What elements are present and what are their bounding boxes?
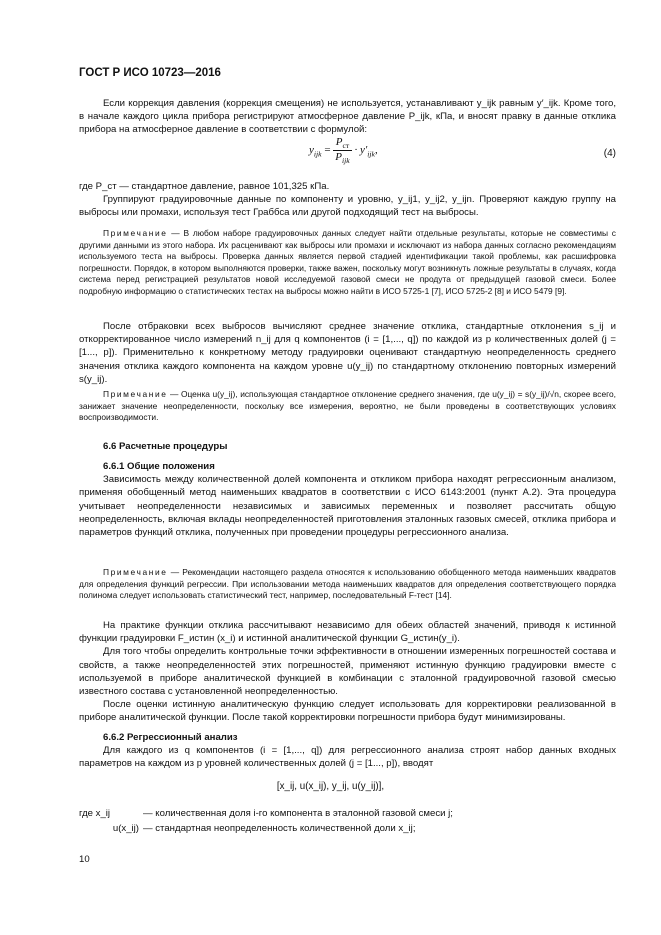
formula-number: (4) <box>603 148 616 159</box>
paragraph-text: После оценки истинную аналитическую функцию следует использовать для корректировки реализованной в приборе аналитической функции. После такой корректировки погрешности прибора будут минимизированы. <box>79 699 616 724</box>
data-set-expression: [x_ij, u(x_ij), y_ij, u(y_ij)], <box>276 781 385 792</box>
definition-symbol: где x_ij <box>79 808 111 819</box>
heading-6-6: 6.6 Расчетные процедуры <box>103 441 228 452</box>
formula-den-sub: ijk <box>342 156 350 166</box>
formula-tail: , <box>374 144 378 157</box>
formula-lhs: y <box>309 144 314 157</box>
formula-eq: = <box>321 144 334 157</box>
paragraph-pressure-correction <box>79 97 616 137</box>
note-3 <box>79 567 616 602</box>
paragraph-practice <box>79 619 616 725</box>
note-text: — Оценка u(y_ij), использующая стандартное отклонение среднего значения, где u(y_ij) = s(y_ij)/√n, скорее всего, занижает значение неопределенности, поскольку все измерения, вероятно, не были проведены в соответствующих условиях воспроизводимости. <box>79 389 616 423</box>
formula-num-sub: ст <box>342 141 350 151</box>
note-2 <box>79 389 616 424</box>
paragraph-text: Для каждого из q компонентов (i = [1,..., q]) для регрессионного анализа строят набор данных входных параметров на каждом из p уровней количественных долей (j = [1..., p]), вводят <box>79 745 616 770</box>
formula-rhs: · y′ <box>354 144 368 157</box>
formula-num: P <box>335 136 343 148</box>
formula-4 <box>309 136 378 165</box>
paragraph-standard-pressure <box>79 180 616 220</box>
page-number: 10 <box>79 854 90 865</box>
note-label: Примечание <box>103 228 168 238</box>
paragraph-text: Если коррекция давления (коррекция смещения) не используется, устанавливают y_ijk равным y′_ijk. Кроме того, в начале каждого цикла прибора регистрируют атмосферное давление P_ijk, кПа, и вносят правку в данные отклика прибора на атмосферное давление в соответствии с формулой: <box>79 98 616 136</box>
paragraph-text: Группируют градуировочные данные по компоненту и уровню, y_ij1, y_ij2, y_ijn. Проверяют каждую группу на выбросы или промахи, используя тест Граббса или другой подходящий тест на выбросы. <box>79 194 616 219</box>
section-6-6 <box>79 440 616 453</box>
note-text: — Рекомендации настоящего раздела относятся к использованию обобщенного метода наименьших квадратов для определения функций регрессии. При использовании метода наименьших квадратов для определения соответствующего порядка полинома следует использовать статистический тест, например, последовательный F-тест [14]. <box>79 567 616 601</box>
heading-6-6-1: 6.6.1 Общие положения <box>103 461 215 472</box>
note-label: Примечание <box>103 567 168 577</box>
paragraph-text: На практике функции отклика рассчитывают независимо для обеих областей значений, приводя к истинной функции градуировки F_истин (x_i) и истинной аналитической функции G_истин(y_i). <box>79 620 616 645</box>
formula-den: P <box>335 151 343 164</box>
paragraph-text: где P_ст — стандартное давление, равное 101,325 кПа. <box>79 181 330 192</box>
definition-text: — количественная доля i-го компонента в эталонной газовой смеси j; <box>143 808 453 819</box>
standard-header: ГОСТ Р ИСО 10723—2016 <box>79 67 221 79</box>
note-text: — В любом наборе градуировочных данных следует найти отдельные результаты, которые не совместимы с другими данными из этого набора. Их расценивают как выбросы или промахи и исключают из набора данных согласно рекомендациям используемого теста на выбросы. Проверка данных является первой стадией идентификации такой проблемы, как расшифровка погрешности. Порядок, в котором выполняются проверки, также важен, поскольку могут возникнуть ложные результаты в случаях, когда система перед регистрацией результатов новой исследуемой газовой смеси не продута от предыдущей газовой смеси. Более подробную информацию о статистических тестах на выбросы можно найти в ИСО 5725-1 [7], ИСО 5725-2 [8] и ИСО 5479 [9]. <box>79 228 616 296</box>
paragraph-text: Для того чтобы определить контрольные точки эффективности в отношении измеренных погрешностей состава и свойств, а также неопределенностей этих погрешностей, применяют истинную функцию градуировки вместе с используемой в приборе аналитической функцией в комбинации с эталонной градуировочной газовой смесью известного состава с установленной неопределенностью. <box>79 646 616 698</box>
note-label: Примечание <box>103 389 168 399</box>
heading-6-6-2: 6.6.2 Регрессионный анализ <box>103 732 238 743</box>
definition-x <box>79 808 453 819</box>
formula-rhs-sub: ijk <box>367 149 375 159</box>
definition-text: — стандартная неопределенность количественной доли x_ij; <box>143 823 416 834</box>
definition-symbol: u(x_ij) <box>112 823 139 834</box>
definition-ux <box>79 823 415 834</box>
paragraph-text: После отбраковки всех выбросов вычисляют среднее значение отклика, стандартные отклонения s_ij и откорректированное число измерений n_ij для q компонентов (i = [1,..., q]) по каждой из p количественных долей (j = [1..., p]). Применительно к конкретному методу градуировки оценивают стандартную неопределенность среднего значения отклика каждого компонента на каждом уровне u(y_ij) по стандартному отклонению повторных измерений s(y_ij). <box>79 321 616 385</box>
paragraph-text: Зависимость между количественной долей компонента и откликом прибора находят регрессионным анализом, применяя обобщенный метод наименьших квадратов в соответствии с ИСО 6143:2001 (пункт А.2). Эта процедура учитывает неопределенности независимых и зависимых переменных и позволяет рассчитать общую неопределенность, включая вклады неопределенностей приготовления эталонных газовых смесей, отклика прибора и параметров функций отклика, полученных при проведении процедуры регрессионного анализа. <box>79 474 616 539</box>
section-6-6-2 <box>79 731 616 771</box>
note-1 <box>79 228 616 298</box>
formula-fraction <box>333 136 351 165</box>
formula-lhs-sub: ijk <box>313 149 322 159</box>
section-6-6-1 <box>79 460 616 539</box>
paragraph-outliers <box>79 320 616 386</box>
